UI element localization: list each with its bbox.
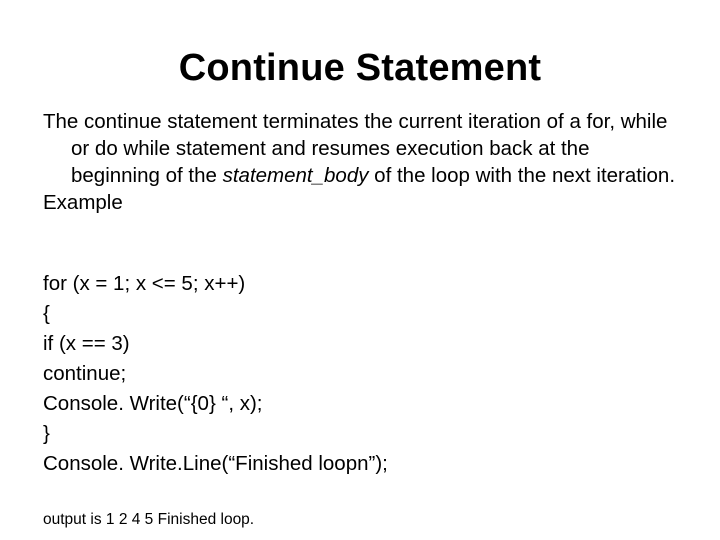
output-note: output is 1 2 4 5 Finished loop. — [43, 511, 255, 528]
description-text-start: The continue statement terminates the current iteration of a for, while or do while statement and resumes execution back at the beginning of the — [43, 110, 668, 187]
code-line: for (x = 1; x <= 5; x++) — [43, 272, 246, 295]
slide-body — [43, 108, 683, 216]
code-line: continue; — [43, 362, 127, 385]
example-label: Example — [43, 191, 123, 214]
code-line: Console. Write.Line(“Finished loopn”); — [43, 452, 388, 475]
code-line: if (x == 3) — [43, 332, 130, 355]
description-text-end: of the loop with the next iteration. — [368, 164, 676, 187]
code-line: } — [43, 422, 50, 445]
slide-title: Continue Statement — [178, 47, 542, 89]
code-line: { — [43, 302, 50, 325]
description-paragraph — [43, 108, 683, 189]
code-line: Console. Write(“{0} “, x); — [43, 392, 263, 415]
statement-body-term: statement_body — [222, 164, 369, 187]
code-example — [43, 269, 388, 479]
